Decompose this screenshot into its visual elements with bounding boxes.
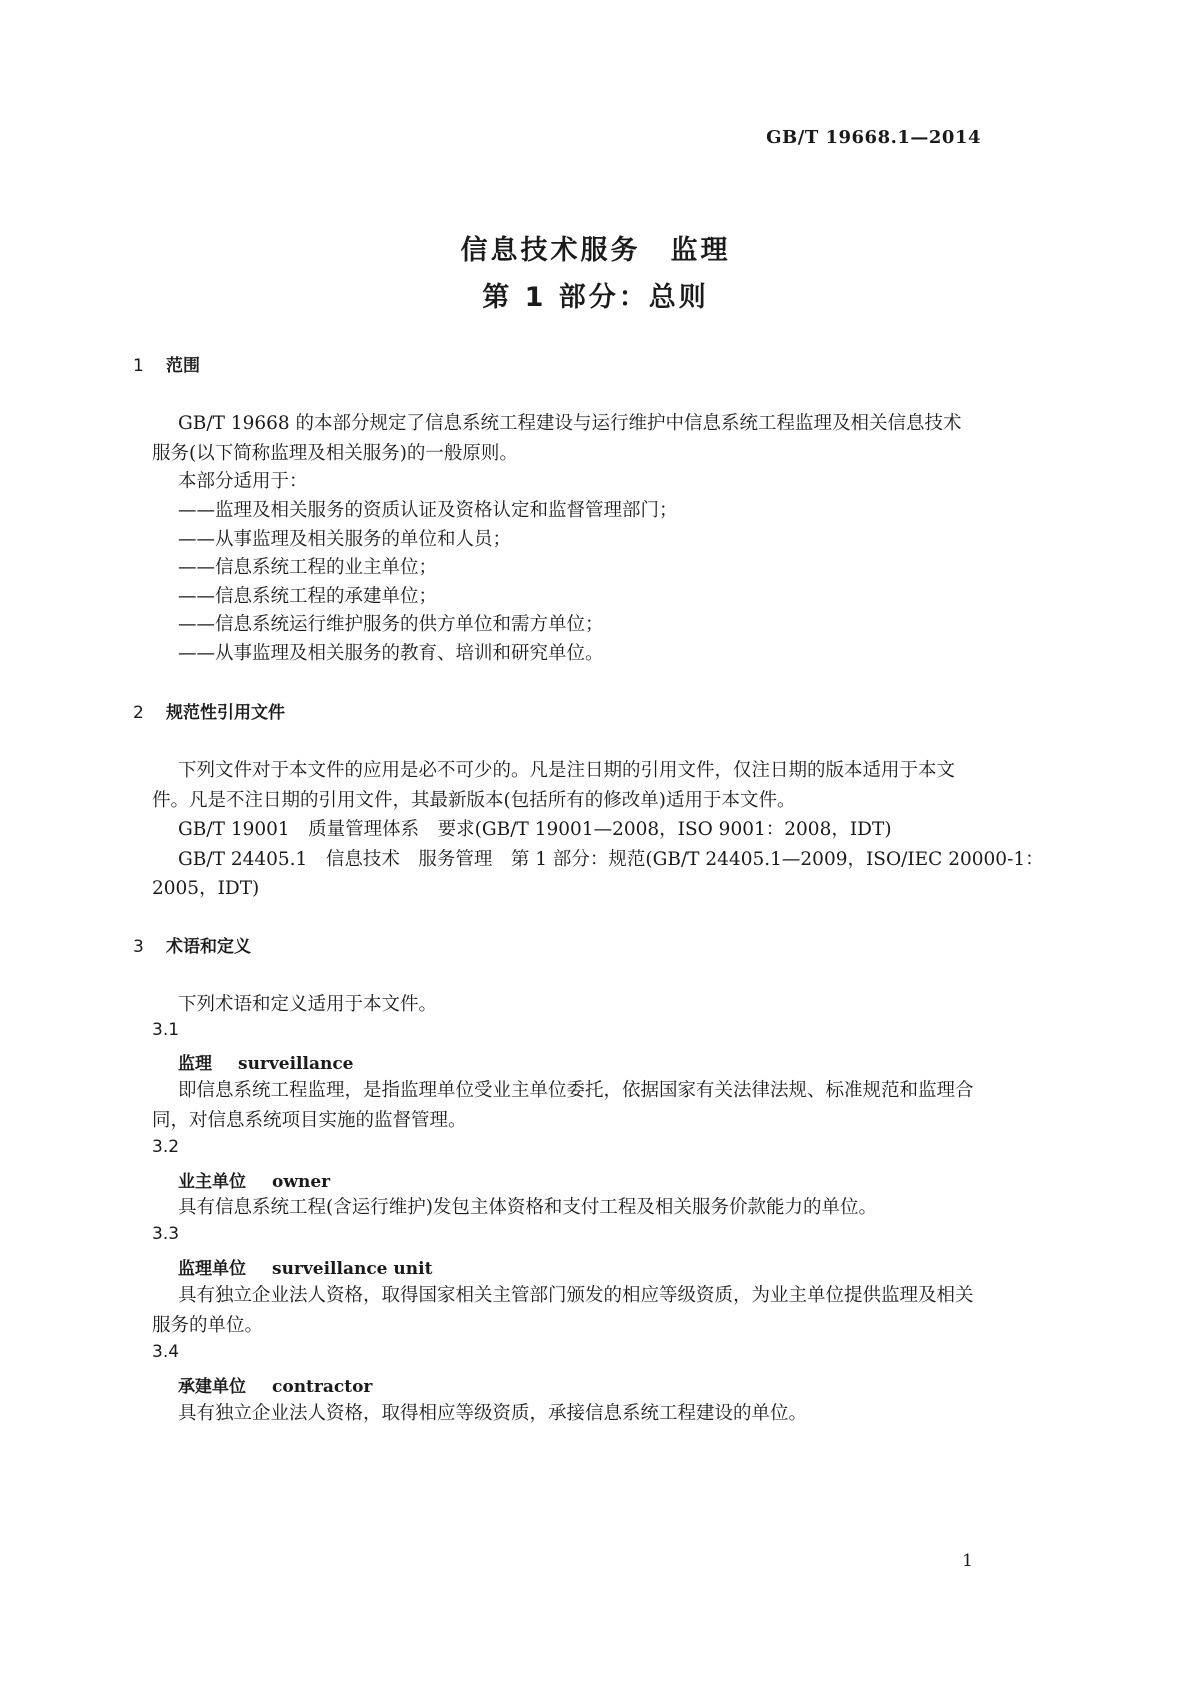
section-title: 范围 xyxy=(166,356,200,376)
term-definition: 服务的单位。 xyxy=(152,1315,264,1336)
reference-entry: GB/T 24405.1 信息技术 服务管理 第 1 部分：规范(GB/T 24405.1—2009，ISO/IEC 20000-1： xyxy=(178,849,1044,870)
term-chinese: 监理 xyxy=(178,1054,212,1074)
document-subtitle: 第 1 部分：总则 xyxy=(482,282,709,313)
term-english: contractor xyxy=(272,1377,373,1397)
reference-entry-continued: 2005，IDT) xyxy=(152,878,260,899)
paragraph-line: 下列文件对于本文件的应用是必不可少的。凡是注日期的引用文件，仅注日期的版本适用于本文 xyxy=(178,760,956,781)
term-entry xyxy=(178,1254,432,1279)
term-entry xyxy=(178,1167,330,1192)
term-chinese: 承建单位 xyxy=(178,1377,246,1397)
paragraph-line: 件。凡是不注日期的引用文件，其最新版本(包括所有的修改单)适用于本文件。 xyxy=(152,790,796,811)
section-heading-terms-definitions xyxy=(133,932,251,957)
term-definition: 具有信息系统工程(含运行维护)发包主体资格和支付工程及相关服务价款能力的单位。 xyxy=(178,1197,877,1218)
term-definition: 即信息系统工程监理，是指监理单位受业主单位委托，依据国家有关法律法规、标准规范和监理合 xyxy=(178,1080,974,1101)
list-item: ——信息系统工程的承建单位； xyxy=(178,586,438,607)
term-definition: 同，对信息系统项目实施的监督管理。 xyxy=(152,1110,467,1131)
list-item: ——从事监理及相关服务的教育、培训和研究单位。 xyxy=(178,643,604,664)
paragraph-line: 下列术语和定义适用于本文件。 xyxy=(178,994,438,1015)
section-number: 2 xyxy=(133,703,144,723)
term-number: 3.3 xyxy=(152,1224,180,1244)
term-english: surveillance unit xyxy=(272,1259,433,1279)
term-chinese: 监理单位 xyxy=(178,1259,246,1279)
term-number: 3.4 xyxy=(152,1342,180,1362)
list-item: ——从事监理及相关服务的单位和人员； xyxy=(178,529,512,550)
term-number: 3.1 xyxy=(152,1020,180,1040)
section-title: 规范性引用文件 xyxy=(166,703,285,723)
term-number: 3.2 xyxy=(152,1137,180,1157)
term-entry xyxy=(178,1049,354,1074)
paragraph-line: GB/T 19668 的本部分规定了信息系统工程建设与运行维护中信息系统工程监理及相关信息技术 xyxy=(178,413,962,434)
term-english: surveillance xyxy=(238,1054,354,1074)
section-heading-scope xyxy=(133,351,200,376)
term-entry xyxy=(178,1372,372,1397)
paragraph-line: 服务(以下简称监理及相关服务)的一般原则。 xyxy=(152,443,518,464)
term-definition: 具有独立企业法人资格，取得相应等级资质，承接信息系统工程建设的单位。 xyxy=(178,1403,808,1424)
list-item: ——信息系统运行维护服务的供方单位和需方单位； xyxy=(178,614,604,635)
term-chinese: 业主单位 xyxy=(178,1172,246,1192)
reference-entry: GB/T 19001 质量管理体系 要求(GB/T 19001—2008，ISO 9001：2008，IDT) xyxy=(178,819,892,840)
paragraph-line: 本部分适用于： xyxy=(178,471,308,492)
standard-code: GB/T 19668.1—2014 xyxy=(766,127,981,148)
section-title: 术语和定义 xyxy=(166,937,251,957)
term-english: owner xyxy=(272,1172,331,1192)
section-heading-normative-references xyxy=(133,698,285,723)
page-number: 1 xyxy=(962,1551,973,1571)
document-title: 信息技术服务 监理 xyxy=(460,235,731,266)
term-definition: 具有独立企业法人资格，取得国家相关主管部门颁发的相应等级资质，为业主单位提供监理及相关 xyxy=(178,1285,974,1306)
section-number: 1 xyxy=(133,356,144,376)
list-item: ——监理及相关服务的资质认证及资格认定和监督管理部门； xyxy=(178,500,678,521)
list-item: ——信息系统工程的业主单位； xyxy=(178,557,438,578)
section-number: 3 xyxy=(133,937,144,957)
